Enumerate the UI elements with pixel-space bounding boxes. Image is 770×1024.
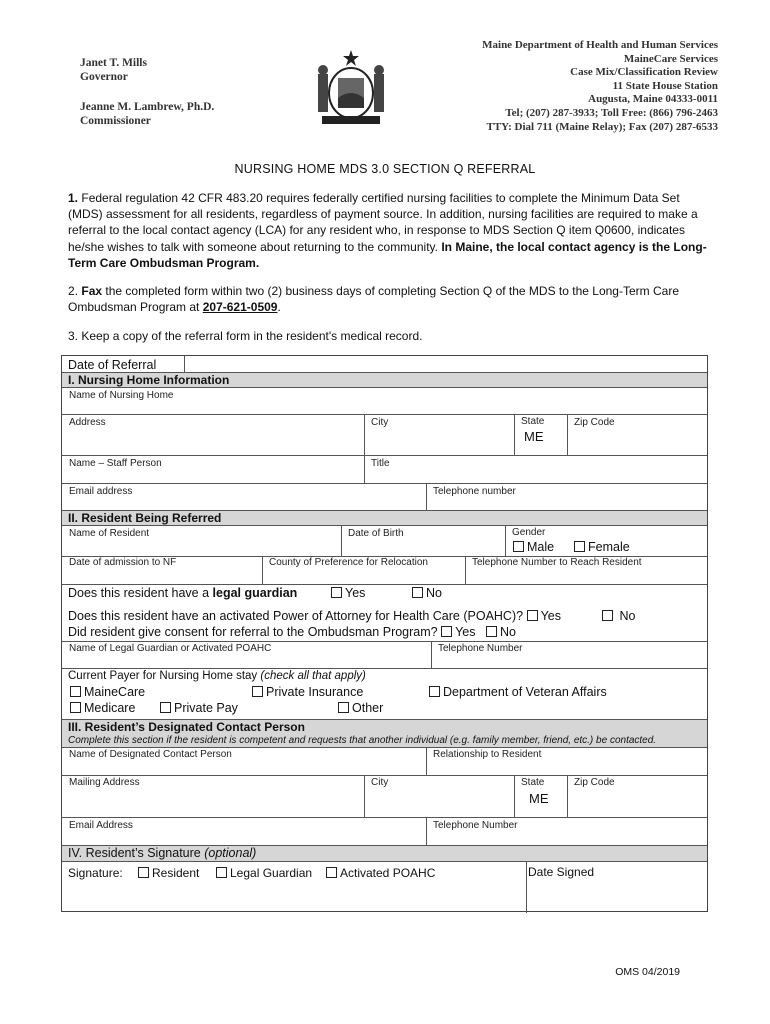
relationship-field[interactable] (426, 748, 707, 775)
payer-mainecare[interactable] (70, 685, 145, 699)
city-field[interactable] (364, 414, 514, 455)
question-text: Did resident give consent for referral to the Ombudsman Program? (68, 625, 438, 639)
poahc-question (68, 609, 561, 623)
poahc-yes-checkbox[interactable] (527, 610, 538, 621)
gender-female-option[interactable] (574, 540, 630, 554)
page-title: NURSING HOME MDS 3.0 SECTION Q REFERRAL (234, 162, 536, 176)
guardian-phone-label: Telephone Number (438, 643, 523, 654)
city2-field[interactable] (364, 775, 514, 817)
yes-label: Yes (455, 625, 476, 639)
guardian-name-field[interactable] (62, 641, 431, 668)
gender-label: Gender (512, 527, 546, 538)
payer-medicare[interactable] (70, 701, 135, 715)
no-label: No (619, 609, 636, 623)
fax-number: 207-621-0509 (202, 300, 278, 315)
instruction-bold: In Maine, the local contact agency is the Long-Term Care Ombudsman Program. (68, 239, 707, 270)
gender-male-option[interactable] (513, 540, 554, 554)
date-signed-field[interactable] (526, 862, 707, 913)
guardian-no-checkbox[interactable] (412, 587, 423, 598)
agency-line: 11 State House Station (612, 79, 718, 92)
instruction-1 (68, 190, 708, 271)
zip-label: Zip Code (574, 417, 615, 428)
email2-field[interactable] (62, 817, 426, 845)
question-bold: legal guardian (212, 586, 298, 600)
staff-title-field[interactable] (364, 455, 707, 483)
yes-label: Yes (345, 586, 366, 600)
payer-option-label: Private Pay (174, 701, 238, 715)
instruction-number: 1. (68, 191, 79, 205)
instruction-text: the completed form within two (2) business days of completing Section Q of the MDS to the Long-Term Care Ombudsman Program at (68, 284, 679, 315)
section-3-note: Complete this section if the resident is competent and requests that another individual (e.g. family member, friend, etc.) be contacted. (62, 735, 707, 748)
mainecare-checkbox[interactable] (70, 686, 81, 697)
instruction-number: 3. (68, 329, 79, 343)
payer-label (68, 670, 366, 682)
resident-name-field[interactable] (62, 526, 341, 556)
other-checkbox[interactable] (338, 702, 349, 713)
email2-label: Email Address (69, 820, 133, 831)
commissioner-name: Jeanne M. Lambrew, Ph.D. (80, 101, 215, 113)
state-value[interactable]: ME (524, 429, 544, 444)
male-checkbox[interactable] (513, 541, 524, 552)
section-3-header: III. Resident’s Designated Contact Person (62, 719, 707, 735)
consent-question (68, 625, 516, 639)
staff-person-field[interactable] (62, 455, 364, 483)
payer-private-pay[interactable] (160, 701, 238, 715)
phone2-label: Telephone Number (433, 820, 518, 831)
city2-label: City (371, 777, 389, 788)
address-field[interactable] (62, 414, 364, 455)
section-1-header: I. Nursing Home Information (62, 372, 707, 388)
private-insurance-checkbox[interactable] (252, 686, 263, 697)
resident-phone-label: Telephone Number to Reach Resident (472, 557, 642, 568)
resident-name-label: Name of Resident (69, 528, 150, 539)
payer-option-label: Department of Veteran Affairs (443, 685, 607, 699)
maine-seal-icon (314, 48, 388, 128)
guardian-yes-checkbox[interactable] (331, 587, 342, 598)
telephone-field[interactable] (426, 483, 707, 510)
female-label: Female (588, 540, 630, 554)
agency-line: TTY: Dial 711 (Maine Relay); Fax (207) 287-6533 (486, 120, 718, 133)
payer-private-insurance[interactable] (252, 685, 363, 699)
contact-name-field[interactable] (62, 748, 426, 775)
yes-label: Yes (540, 609, 561, 623)
poahc-no-checkbox[interactable] (602, 610, 613, 621)
guardian-no-option[interactable] (412, 586, 442, 600)
payer-option-label: Medicare (84, 701, 136, 715)
governor-name: Janet T. Mills (80, 57, 147, 69)
email-label: Email address (69, 486, 133, 497)
state2-value[interactable]: ME (529, 791, 549, 806)
no-label: No (426, 586, 442, 600)
dob-label: Date of Birth (348, 528, 404, 539)
no-label: No (499, 625, 516, 639)
form-code: OMS 04/2019 (615, 966, 680, 978)
payer-option-label: Other (352, 701, 384, 715)
governor-title: Governor (80, 71, 128, 83)
county-label: County of Preference for Relocation (269, 557, 428, 568)
section-4-title: IV. Resident’s Signature (68, 846, 201, 860)
nursing-home-name-label: Name of Nursing Home (69, 390, 174, 401)
email-field[interactable] (62, 483, 426, 510)
zip2-field[interactable] (567, 775, 707, 817)
instruction-text: Keep a copy of the referral form in the resident's medical record. (81, 329, 423, 343)
female-checkbox[interactable] (574, 541, 585, 552)
veteran-affairs-checkbox[interactable] (429, 686, 440, 697)
instruction-text: Federal regulation 42 CFR 483.20 requires federally certified nursing facilities to complete the Minimum Data Set (MDS) assessment for all residents, regardless of payment source. In addition, nursing facilities are required to make a referral to the local contact agency (LCA) for any resident who, in response to MDS Section Q item Q0600, indicates he/she wishes to talk with someone about returning to the community. (68, 191, 698, 254)
agency-line: Case Mix/Classification Review (570, 66, 718, 79)
male-label: Male (527, 540, 555, 554)
relationship-label: Relationship to Resident (433, 749, 542, 760)
city-label: City (371, 417, 389, 428)
agency-line: MaineCare Services (623, 52, 718, 65)
dob-field[interactable] (341, 526, 505, 556)
payer-other[interactable] (338, 701, 383, 715)
guardian-name-label: Name of Legal Guardian or Activated POAHC (69, 643, 272, 654)
commissioner-title: Commissioner (80, 115, 151, 127)
instruction-bold: Fax (81, 284, 103, 298)
private-pay-checkbox[interactable] (160, 702, 171, 713)
payer-hint: (check all that apply) (260, 670, 366, 682)
agency-line: Augusta, Maine 04333-0011 (588, 93, 718, 106)
legal-guardian-question (68, 586, 297, 600)
mailing-address-label: Mailing Address (69, 777, 140, 788)
resident-phone-field[interactable] (465, 556, 707, 584)
staff-title-label: Title (371, 458, 390, 469)
payer-option-label: MaineCare (84, 685, 146, 699)
sig-option-label: Activated POAHC (340, 866, 436, 880)
address-label: Address (69, 417, 106, 428)
state-label: State (521, 416, 545, 427)
consent-no-checkbox[interactable] (486, 626, 497, 637)
question-text: Does this resident have an activated Power of Attorney for Health Care (POAHC)? (68, 609, 524, 623)
date-of-referral-field[interactable] (62, 356, 184, 372)
zip2-label: Zip Code (574, 777, 615, 788)
zip-field[interactable] (567, 414, 709, 455)
question-text: Does this resident have a (68, 586, 210, 600)
guardian-yes-option[interactable] (331, 586, 365, 600)
agency-line: Tel; (207) 287-3933; Toll Free: (866) 796-2463 (505, 106, 718, 119)
date-signed-label: Date Signed (528, 865, 595, 879)
sig-option-label: Legal Guardian (230, 866, 313, 880)
signature-label: Signature: (68, 866, 123, 880)
sig-option-label: Resident (152, 866, 200, 880)
mailing-address-field[interactable] (62, 775, 364, 817)
agency-line: Maine Department of Health and Human Services (482, 39, 718, 51)
section-4-header (62, 845, 707, 862)
instruction-number: 2. (68, 284, 79, 298)
referral-form (61, 355, 708, 912)
state2-label: State (521, 777, 545, 788)
section-2-header: II. Resident Being Referred (62, 510, 707, 526)
phone2-field[interactable] (426, 817, 707, 845)
contact-name-label: Name of Designated Contact Person (69, 749, 232, 760)
staff-person-label: Name – Staff Person (69, 458, 162, 469)
guardian-phone-field[interactable] (431, 641, 707, 668)
payer-option-label: Private Insurance (266, 685, 364, 699)
instruction-2 (68, 283, 708, 315)
consent-yes-checkbox[interactable] (441, 626, 452, 637)
telephone-label: Telephone number (433, 486, 516, 497)
agency-address-block (482, 39, 718, 134)
poahc-no-option[interactable] (602, 609, 635, 623)
admission-date-label: Date of admission to NF (69, 557, 177, 568)
medicare-checkbox[interactable] (70, 702, 81, 713)
admission-date-field[interactable] (62, 556, 262, 584)
instruction-end: . (277, 300, 281, 315)
nursing-home-name-field[interactable] (62, 388, 707, 414)
date-of-referral-label: Date of Referral (68, 358, 157, 372)
payer-text: Current Payer for Nursing Home stay (68, 670, 258, 682)
signature-field[interactable] (62, 862, 526, 913)
section-4-optional: (optional) (204, 846, 257, 860)
instruction-3 (68, 328, 708, 344)
payer-veteran-affairs[interactable] (429, 685, 607, 699)
officials-block (80, 56, 214, 128)
county-field[interactable] (262, 556, 465, 584)
